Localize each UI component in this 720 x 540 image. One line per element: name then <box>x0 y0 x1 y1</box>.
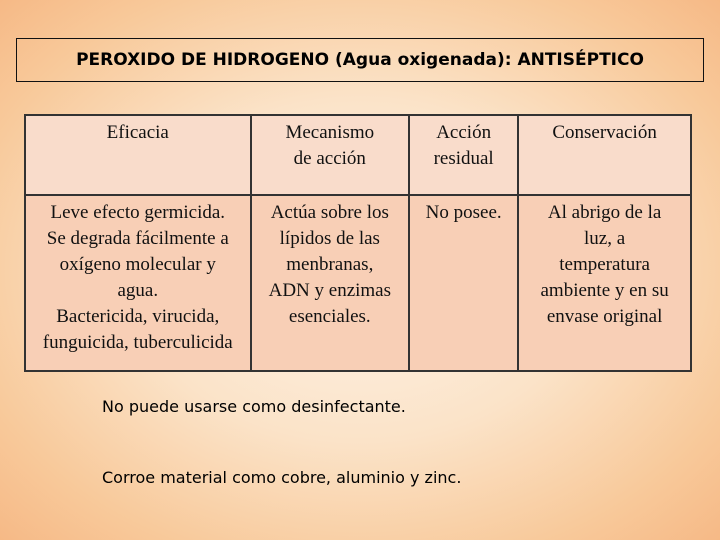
cell-mecanismo: Actúa sobre los lípidos de las menbranas, ADN y enzimas esenciales. <box>251 195 410 371</box>
page-title: PEROXIDO DE HIDROGENO (Agua oxigenada): ANTISÉPTICO <box>16 38 704 82</box>
cell-conservacion: Al abrigo de la luz, a temperatura ambiente y en su envase original <box>518 195 691 371</box>
header-accion-residual: Acción residual <box>409 115 518 195</box>
cell-accion-residual: No posee. <box>409 195 518 371</box>
header-mecanismo: Mecanismo de acción <box>251 115 410 195</box>
header-eficacia: Eficacia <box>25 115 251 195</box>
note-corroe-material: Corroe material como cobre, aluminio y zinc. <box>102 468 462 487</box>
note-no-desinfectante: No puede usarse como desinfectante. <box>102 397 406 416</box>
header-conservacion: Conservación <box>518 115 691 195</box>
antiseptic-info-table <box>24 114 692 372</box>
cell-eficacia: Leve efecto germicida. Se degrada fácilmente a oxígeno molecular y agua. Bactericida, virucida, funguicida, tuberculicida <box>25 195 251 371</box>
table-row <box>25 195 691 371</box>
table-header-row <box>25 115 691 195</box>
